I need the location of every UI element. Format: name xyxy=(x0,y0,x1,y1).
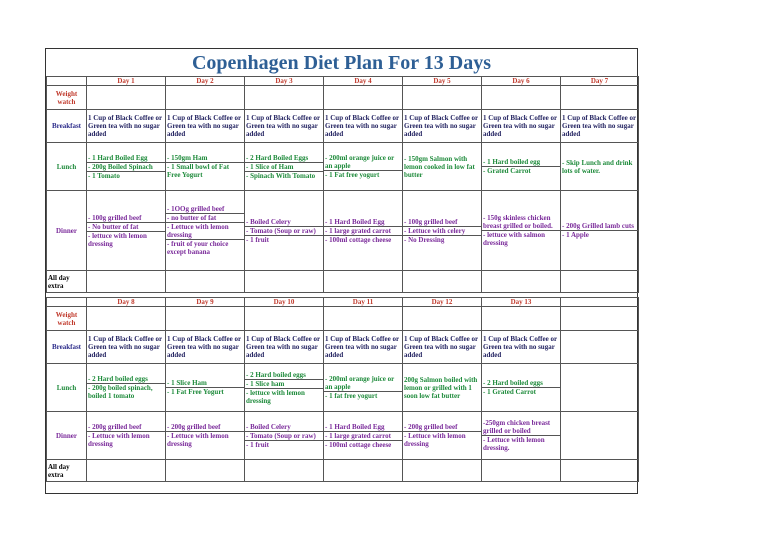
lunch-cell xyxy=(245,143,324,191)
dinner-item: -250gm chicken breast grilled or boiled xyxy=(483,419,551,435)
empty-cell xyxy=(561,412,639,460)
dinner-item: - Tomato (Soup or raw) xyxy=(245,431,323,440)
lunch-cell xyxy=(87,143,166,191)
dinner-item: - lettuce with lemon dressing xyxy=(87,231,165,248)
day-header: Day 10 xyxy=(245,298,324,307)
all-day-extra-label: All day extra xyxy=(47,460,87,482)
dinner-cell xyxy=(87,191,166,271)
dinner-cell xyxy=(245,191,324,271)
dinner-label: Dinner xyxy=(47,191,87,271)
lunch-row xyxy=(47,143,639,191)
breakfast-cell: 1 Cup of Black Coffee or Green tea with no sugar added xyxy=(324,331,403,364)
weight-watch-row xyxy=(47,307,639,331)
dinner-cell xyxy=(87,412,166,460)
lunch-cell xyxy=(482,364,561,412)
dinner-item: - lettuce with salmon dressing xyxy=(482,230,560,247)
all-day-extra-row xyxy=(47,460,639,482)
dinner-item: - 200g grilled beef xyxy=(88,423,142,431)
lunch-item: - 200g Boiled Spinach xyxy=(87,162,165,171)
lunch-item: 200g Salmon boiled with lemon or grilled with 1 soon low fat butter xyxy=(404,375,478,400)
lunch-item: - 150gm Ham xyxy=(167,154,208,162)
dinner-item: - Tomato (Soup or raw) xyxy=(245,226,323,235)
days-header-row xyxy=(47,77,639,86)
lunch-cell xyxy=(87,364,166,412)
lunch-item: - lettuce with lemon dressing xyxy=(245,388,323,405)
lunch-item: - 1 Hard Boiled Egg xyxy=(88,153,148,162)
dinner-cell xyxy=(166,191,245,271)
weight-watch-label: Weight watch xyxy=(47,86,87,110)
dinner-item: - 1 large grated carrot xyxy=(324,226,402,235)
lunch-label: Lunch xyxy=(47,364,87,412)
page-title: Copenhagen Diet Plan For 13 Days xyxy=(191,52,492,74)
breakfast-label: Breakfast xyxy=(47,110,87,143)
breakfast-cell: 1 Cup of Black Coffee or Green tea with no sugar added xyxy=(87,331,166,364)
lunch-item: - 1 Fat Free Yogurt xyxy=(166,387,244,396)
dinner-row xyxy=(47,412,639,460)
lunch-cell xyxy=(482,143,561,191)
breakfast-cell: 1 Cup of Black Coffee or Green tea with no sugar added xyxy=(403,331,482,364)
week2-table xyxy=(46,297,639,482)
dinner-cell xyxy=(482,412,561,460)
day-header: Day 3 xyxy=(245,77,324,86)
lunch-item: - 2 Hard boiled eggs xyxy=(88,375,148,383)
all-day-extra-label: All day extra xyxy=(47,271,87,293)
day-header: Day 8 xyxy=(87,298,166,307)
lunch-item: - 1 fat free yogurt xyxy=(324,391,402,400)
dinner-item: - 1 fruit xyxy=(245,440,323,449)
lunch-cell xyxy=(166,364,245,412)
breakfast-row xyxy=(47,110,639,143)
lunch-label: Lunch xyxy=(47,143,87,191)
dinner-item: - 150g skinless chicken breast grilled or boiled. xyxy=(483,214,553,230)
lunch-item: - 1 Tomato xyxy=(87,171,165,180)
lunch-item: - Skip Lunch and drink lots of water. xyxy=(562,158,633,175)
dinner-item: - 200g grilled beef xyxy=(404,423,458,431)
dinner-cell xyxy=(324,191,403,271)
breakfast-cell: 1 Cup of Black Coffee or Green tea with no sugar added xyxy=(245,331,324,364)
day-header: Day 7 xyxy=(561,77,639,86)
dinner-cell xyxy=(166,412,245,460)
breakfast-cell: 1 Cup of Black Coffee or Green tea with no sugar added xyxy=(561,110,639,143)
breakfast-cell: 1 Cup of Black Coffee or Green tea with no sugar added xyxy=(245,110,324,143)
day-header: Day 13 xyxy=(482,298,561,307)
lunch-row xyxy=(47,364,639,412)
lunch-item: - 1 Hard boiled egg xyxy=(483,158,541,166)
day-header: Day 1 xyxy=(87,77,166,86)
dinner-row xyxy=(47,191,639,271)
diet-plan-sheet xyxy=(45,48,638,494)
lunch-cell xyxy=(166,143,245,191)
lunch-item: - 1 Small bowl of Fat Free Yogurt xyxy=(166,162,244,179)
dinner-item: - Lettuce with lemon dressing. xyxy=(482,435,560,452)
lunch-item: - 2 Hard boiled eggs xyxy=(246,370,306,379)
dinner-item: - 1 Hard Boiled Egg xyxy=(325,217,385,226)
breakfast-cell: 1 Cup of Black Coffee or Green tea with no sugar added xyxy=(166,110,245,143)
day-header: Day 6 xyxy=(482,77,561,86)
dinner-item: - Boiled Celery xyxy=(246,217,291,226)
dinner-item: - 1OOg grilled beef xyxy=(167,205,225,213)
breakfast-label: Breakfast xyxy=(47,331,87,364)
day-header: Day 12 xyxy=(403,298,482,307)
breakfast-cell: 1 Cup of Black Coffee or Green tea with no sugar added xyxy=(482,331,561,364)
dinner-item: - Lettuce with celery xyxy=(403,226,481,235)
dinner-item: - No butter of fat xyxy=(87,222,165,231)
dinner-item: - fruit of your choice except banana xyxy=(166,239,244,256)
empty-cell xyxy=(561,364,639,412)
breakfast-cell: 1 Cup of Black Coffee or Green tea with no sugar added xyxy=(166,331,245,364)
day-header: Day 5 xyxy=(403,77,482,86)
lunch-cell xyxy=(403,143,482,191)
breakfast-cell: 1 Cup of Black Coffee or Green tea with no sugar added xyxy=(403,110,482,143)
corner-cell xyxy=(47,298,87,307)
lunch-item: - Grated Carrot xyxy=(482,166,560,175)
dinner-item: - 200g grilled beef xyxy=(167,423,221,431)
lunch-item: - 1 Grated Carrot xyxy=(482,387,560,396)
day-header: Day 2 xyxy=(166,77,245,86)
breakfast-cell: 1 Cup of Black Coffee or Green tea with no sugar added xyxy=(324,110,403,143)
lunch-item: - 1 Slice of Ham xyxy=(245,162,323,171)
day-header: Day 9 xyxy=(166,298,245,307)
day-header: Day 4 xyxy=(324,77,403,86)
dinner-item: - Lettuce with lemon dressing xyxy=(87,431,165,448)
lunch-item: - 150gm Salmon with lemon cooked in low fat butter xyxy=(404,154,475,179)
lunch-item: - 1 Slice Ham xyxy=(167,379,207,387)
dinner-label: Dinner xyxy=(47,412,87,460)
dinner-item: - 1 large grated carrot xyxy=(324,431,402,440)
lunch-cell xyxy=(245,364,324,412)
week1-table xyxy=(46,76,639,293)
lunch-item: - 2 Hard boiled eggs xyxy=(483,379,543,387)
corner-cell xyxy=(47,77,87,86)
dinner-item: - Lettuce with lemon dressing xyxy=(166,222,244,239)
dinner-item: - Lettuce with lemon dressing xyxy=(403,431,481,448)
breakfast-cell: 1 Cup of Black Coffee or Green tea with no sugar added xyxy=(87,110,166,143)
dinner-cell xyxy=(324,412,403,460)
dinner-item: - no butter of fat xyxy=(166,213,244,222)
dinner-item: - 100g grilled beef xyxy=(88,213,142,222)
dinner-item: - 1 Hard Boiled Egg xyxy=(325,422,385,431)
breakfast-cell: 1 Cup of Black Coffee or Green tea with no sugar added xyxy=(482,110,561,143)
dinner-cell xyxy=(482,191,561,271)
dinner-cell xyxy=(403,412,482,460)
dinner-item: - 200g Grilled lamb cuts xyxy=(562,222,634,230)
lunch-cell xyxy=(324,143,403,191)
breakfast-row xyxy=(47,331,639,364)
day-header: Day 11 xyxy=(324,298,403,307)
lunch-item: - 200ml orange juice or an apple xyxy=(325,154,395,170)
weight-watch-label: Weight watch xyxy=(47,307,87,331)
dinner-item: - 1 Apple xyxy=(561,230,638,239)
lunch-item: - 1 Slice ham xyxy=(245,379,323,388)
dinner-item: - 100ml cottage cheese xyxy=(324,440,402,449)
dinner-cell xyxy=(245,412,324,460)
dinner-cell xyxy=(561,191,639,271)
dinner-item: - 100g grilled beef xyxy=(404,217,458,226)
all-day-extra-row xyxy=(47,271,639,293)
lunch-item: - Spinach With Tomato xyxy=(245,171,323,180)
lunch-item: - 200ml orange juice or an apple xyxy=(325,375,395,391)
days-header-row xyxy=(47,298,639,307)
lunch-cell xyxy=(561,143,639,191)
dinner-item: - 100ml cottage cheese xyxy=(324,235,402,244)
dinner-item: - Boiled Celery xyxy=(246,422,291,431)
dinner-cell xyxy=(403,191,482,271)
dinner-item: - 1 fruit xyxy=(245,235,323,244)
lunch-cell xyxy=(403,364,482,412)
lunch-item: - 1 Fat free yogurt xyxy=(324,170,402,179)
dinner-item: - Lettuce with lemon dressing xyxy=(166,431,244,448)
dinner-item: - No Dressing xyxy=(403,235,481,244)
lunch-item: - 2 Hard Boiled Eggs xyxy=(246,153,309,162)
lunch-item: - 200g boiled spinach, boiled 1 tomato xyxy=(87,383,165,400)
weight-watch-row xyxy=(47,86,639,110)
lunch-cell xyxy=(324,364,403,412)
